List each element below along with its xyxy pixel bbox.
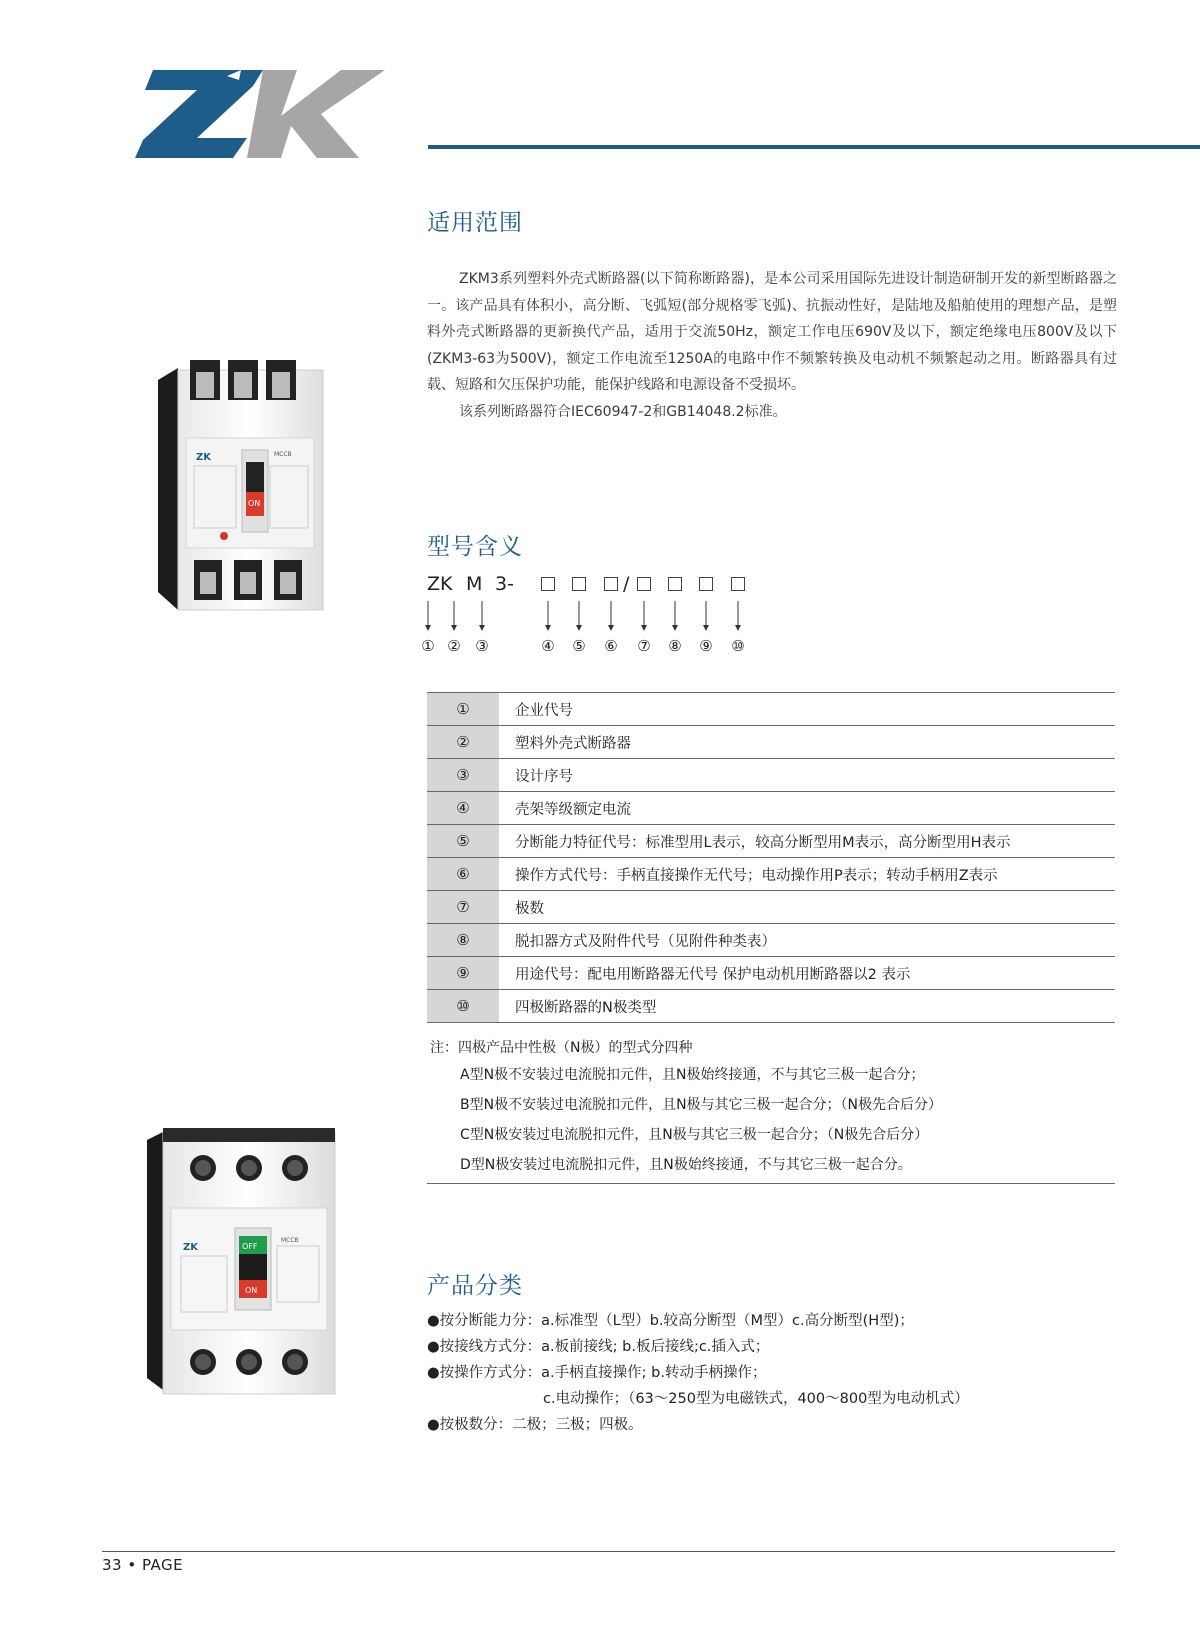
zk-logo <box>135 68 395 160</box>
row-description: 企业代号 <box>499 693 1115 726</box>
section-title-model: 型号含义 <box>427 534 523 560</box>
code-box <box>604 577 618 591</box>
code-number: ③ <box>475 637 489 655</box>
row-number: ⑧ <box>427 924 499 957</box>
row-number: ⑦ <box>427 891 499 924</box>
table-row <box>427 693 1115 726</box>
classification-item: ●按接线方式分：a.板前接线; b.板后接线;c.插入式； <box>427 1339 770 1355</box>
table-row <box>427 957 1115 990</box>
code-m: M <box>466 573 483 595</box>
code-box <box>731 577 745 591</box>
row-number: ⑤ <box>427 825 499 858</box>
classification-item: ●按操作方式分：a.手柄直接操作; b.转动手柄操作； <box>427 1365 767 1381</box>
code-number: ④ <box>541 637 555 655</box>
breaker-image-large <box>145 1128 345 1398</box>
code-box <box>668 577 682 591</box>
classification-item: ●按极数分：二极；三极；四极。 <box>427 1417 643 1433</box>
classification-item-cont: c.电动操作；（63～250型为电磁铁式，400～800型为电动机式） <box>543 1391 969 1407</box>
arrow-down-icon <box>671 601 679 631</box>
model-code-diagram <box>421 573 767 658</box>
code-zk: ZK <box>427 573 453 595</box>
model-code-table <box>427 692 1115 1023</box>
table-row <box>427 891 1115 924</box>
note-rule <box>427 1183 1115 1184</box>
code-box <box>572 577 586 591</box>
code-slash: / <box>623 573 630 595</box>
section-title-classification: 产品分类 <box>427 1273 523 1299</box>
arrow-down-icon <box>450 601 458 631</box>
product1-on-label: ON <box>248 499 261 508</box>
code-number: ⑤ <box>572 637 586 655</box>
scope-paragraph-1: ZKM3系列塑料外壳式断路器(以下简称断路器)，是本公司采用国际先进设计制造研制开发的新型断路器之一。该产品具有体积小，高分断、飞弧短(部分规格零飞弧)、抗振动性好，是陆地及船舶使用的理想产品，是塑料外壳式断路器的更新换代产品，适用于交流50Hz，额定工作电压690V及以下，额定绝缘电压800V及以下(ZKM3-63为500V)，额定工作电流至1250A的电路中作不频繁转换及电动机不频繁起动之用。断路器具有过载、短路和欠压保护功能，能保护线路和电源设备不受损坏。 <box>427 271 1117 393</box>
table-row <box>427 924 1115 957</box>
product2-mccb-label: MCCB <box>281 1237 299 1244</box>
code-number: ② <box>447 637 461 655</box>
table-row <box>427 726 1115 759</box>
row-description: 极数 <box>499 891 1115 924</box>
row-number: ⑩ <box>427 990 499 1023</box>
row-number: ⑨ <box>427 957 499 990</box>
arrow-down-icon <box>734 601 742 631</box>
code-number: ① <box>421 637 435 655</box>
note-line: C型N极安装过电流脱扣元件，且N极与其它三极一起合分；（N极先合后分） <box>460 1127 929 1143</box>
page-number: 33 • PAGE <box>102 1556 184 1574</box>
row-description: 操作方式代号：手柄直接操作无代号；电动操作用P表示；转动手柄用Z表示 <box>499 858 1115 891</box>
row-description: 壳架等级额定电流 <box>499 792 1115 825</box>
code-number: ⑨ <box>699 637 713 655</box>
arrow-down-icon <box>640 601 648 631</box>
note-head: 注：四极产品中性极（N极）的型式分四种 <box>430 1040 693 1056</box>
scope-text <box>427 266 1117 425</box>
row-description: 脱扣器方式及附件代号（见附件种类表） <box>499 924 1115 957</box>
row-description: 塑料外壳式断路器 <box>499 726 1115 759</box>
code-box <box>699 577 713 591</box>
row-description: 用途代号：配电用断路器无代号 保护电动机用断路器以2 表示 <box>499 957 1115 990</box>
product1-mccb-label: MCCB <box>274 451 292 458</box>
note-line: B型N极不安装过电流脱扣元件，且N极与其它三极一起合分；（N极先合后分） <box>460 1097 943 1113</box>
code-number: ⑩ <box>731 637 745 655</box>
product2-on-label: ON <box>245 1286 258 1295</box>
code-box <box>541 577 555 591</box>
code-number: ⑧ <box>668 637 682 655</box>
code-box <box>637 577 651 591</box>
arrow-down-icon <box>478 601 486 631</box>
arrow-down-icon <box>544 601 552 631</box>
note-line: D型N极安装过电流脱扣元件，且N极始终接通，不与其它三极一起合分。 <box>460 1157 912 1173</box>
table-row <box>427 792 1115 825</box>
note-block <box>430 1036 942 1180</box>
table-row <box>427 990 1115 1023</box>
scope-paragraph-2: 该系列断路器符合IEC60947-2和GB14048.2标准。 <box>459 403 787 420</box>
code-3: 3- <box>495 573 514 595</box>
table-row <box>427 759 1115 792</box>
section-title-scope: 适用范围 <box>427 210 523 236</box>
note-line: A型N极不安装过电流脱扣元件，且N极始终接通，不与其它三极一起合分； <box>460 1067 925 1083</box>
product2-logo: ZK <box>183 1242 198 1253</box>
product1-logo: ZK <box>196 452 211 463</box>
table-row <box>427 825 1115 858</box>
classification-item: ●按分断能力分：a.标准型（L型）b.较高分断型（M型）c.高分断型(H型)； <box>427 1313 914 1329</box>
row-number: ⑥ <box>427 858 499 891</box>
row-number: ② <box>427 726 499 759</box>
row-number: ④ <box>427 792 499 825</box>
row-description: 四极断路器的N极类型 <box>499 990 1115 1023</box>
header-rule <box>428 145 1200 149</box>
code-number: ⑥ <box>604 637 618 655</box>
classification-list <box>427 1308 969 1438</box>
row-description: 设计序号 <box>499 759 1115 792</box>
product2-off-label: OFF <box>242 1242 258 1251</box>
arrow-down-icon <box>607 601 615 631</box>
arrow-down-icon <box>424 601 432 631</box>
row-number: ① <box>427 693 499 726</box>
breaker-image-small <box>150 360 335 620</box>
code-number: ⑦ <box>637 637 651 655</box>
footer-rule <box>102 1551 1115 1552</box>
arrow-down-icon <box>702 601 710 631</box>
arrow-down-icon <box>575 601 583 631</box>
row-description: 分断能力特征代号：标准型用L表示，较高分断型用M表示，高分断型用H表示 <box>499 825 1115 858</box>
row-number: ③ <box>427 759 499 792</box>
table-row <box>427 858 1115 891</box>
